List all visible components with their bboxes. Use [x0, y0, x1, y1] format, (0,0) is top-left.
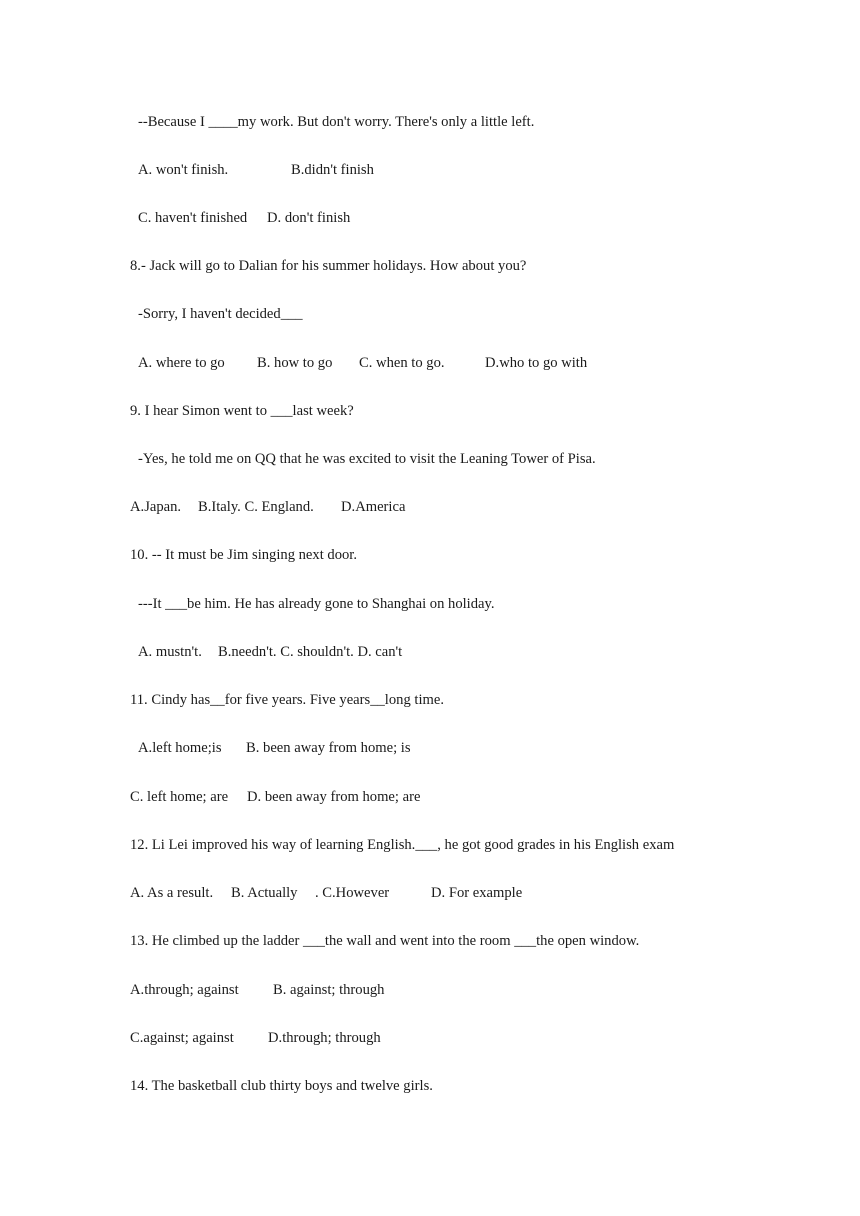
question-14-prompt [0, 1077, 433, 1131]
option-b-c-d: B.needn't. C. shouldn't. D. can't [218, 644, 403, 660]
option-a: A. mustn't. [138, 644, 202, 660]
line-text: 11. Cindy has__for five years. Five years__long time. [130, 692, 444, 708]
option-a: A. where to go [138, 355, 225, 371]
option-d: D. been away from home; are [247, 789, 421, 805]
line-text: 13. He climbed up the ladder ___the wall and went into the room ___the open window. [130, 933, 640, 949]
line-text: ---It ___be him. He has already gone to Shanghai on holiday. [138, 596, 495, 612]
line-text: -Sorry, I haven't decided___ [138, 306, 303, 322]
line-text: --Because I ____my work. But don't worry. There's only a little left. [138, 114, 535, 130]
question-10-prompt [0, 546, 358, 600]
option-c: C. when to go. [359, 355, 445, 371]
option-a: A. won't finish. [138, 162, 229, 178]
option-d: D.who to go with [485, 355, 588, 371]
option-b: B. against; through [273, 982, 385, 998]
option-c: C. left home; are [130, 789, 229, 805]
option-d: D. For example [431, 885, 523, 901]
question-11-prompt [0, 691, 444, 745]
line-text: 10. -- It must be Jim singing next door. [130, 547, 358, 563]
option-a: A. As a result. [130, 885, 214, 901]
option-b-c: B.Italy. C. England. [198, 499, 314, 515]
question-8-response-line [0, 305, 303, 359]
question-10-response-line [0, 595, 495, 649]
option-d: D. don't finish [267, 210, 351, 226]
line-text: 8.- Jack will go to Dalian for his summer holidays. How about you? [130, 258, 527, 274]
line-text: 9. I hear Simon went to ___last week? [130, 403, 354, 419]
option-d: D.through; through [268, 1030, 381, 1046]
option-d: D.America [341, 499, 406, 515]
option-a: A.left home;is [138, 740, 222, 756]
question-8-prompt [0, 257, 527, 311]
option-b: B.didn't finish [291, 162, 374, 178]
line-text: 12. Li Lei improved his way of learning English.___, he got good grades in his English exam [130, 837, 675, 853]
option-c: C.against; against [130, 1030, 234, 1046]
question-13-prompt [0, 932, 640, 986]
option-b: B. Actually [231, 885, 298, 901]
option-c: C. haven't finished [138, 210, 248, 226]
option-b: B. been away from home; is [246, 740, 411, 756]
question-7-response-line [0, 113, 535, 167]
option-a: A.through; against [130, 982, 239, 998]
option-a: A.Japan. [130, 499, 182, 515]
option-b: B. how to go [257, 355, 333, 371]
question-9-response-line [0, 450, 596, 504]
line-text: 14. The basketball club thirty boys and twelve girls. [130, 1078, 433, 1094]
question-12-prompt [0, 836, 675, 890]
line-text: -Yes, he told me on QQ that he was excited to visit the Leaning Tower of Pisa. [138, 451, 596, 467]
option-c: . C.However [315, 885, 390, 901]
question-9-prompt [0, 402, 354, 456]
